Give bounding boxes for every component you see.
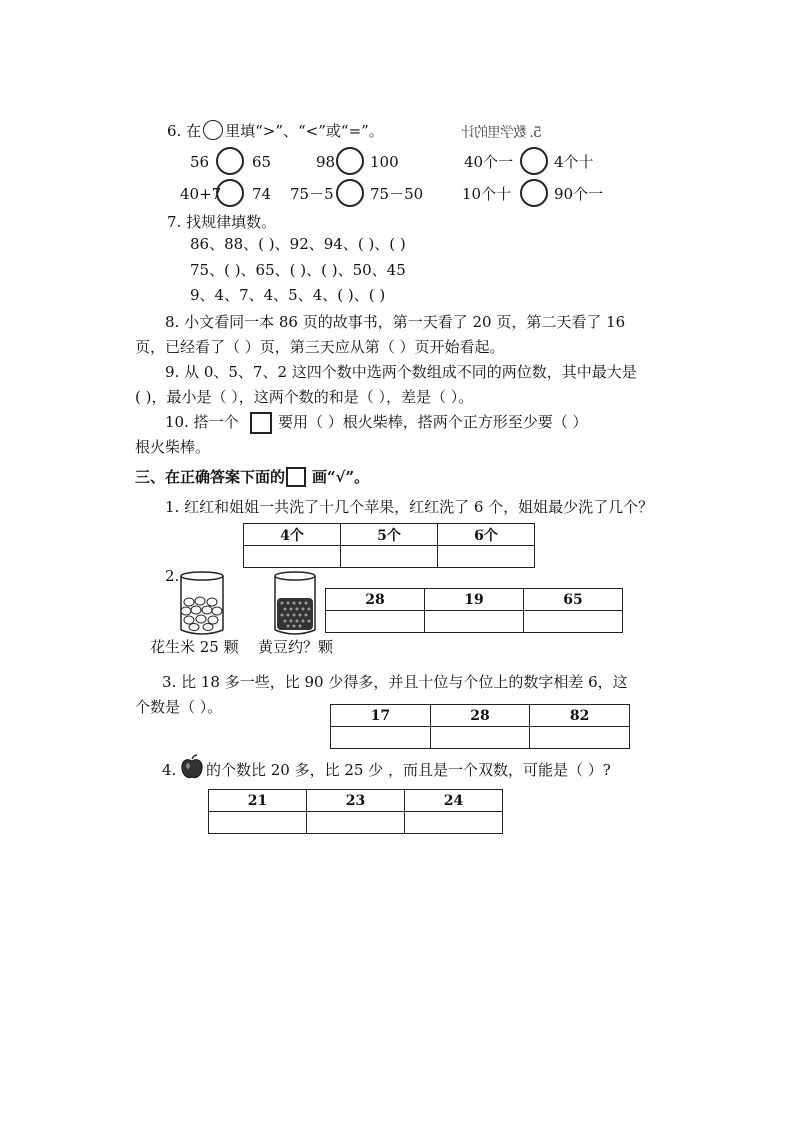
s3q3-option-3: 82 xyxy=(530,705,630,727)
s3q2-check-cell-1[interactable] xyxy=(326,611,425,633)
q6-r1-c2-right: 100 xyxy=(370,153,399,171)
q6-r1-c3-left: 40个一 xyxy=(464,153,514,171)
q6-r2-c1-right: 74 xyxy=(252,185,272,203)
s3q1-question: 1. 红红和姐姐一共洗了十几个苹果，红红洗了 6 个，姐姐最少洗了几个？ xyxy=(165,498,654,516)
q9-line-2: ( )，最小是（ ），这两个数的和是（ ），差是（ ）。 xyxy=(135,388,474,406)
s3q4-check-cell-2[interactable] xyxy=(307,812,405,834)
q6-r2-c2-circle[interactable] xyxy=(336,179,364,207)
s3q4-option-1: 21 xyxy=(209,790,307,812)
q10-part-1: 10. 搭一个 xyxy=(165,413,239,431)
q6-r2-c2-right: 75－50 xyxy=(370,185,424,203)
s3q1-check-cell-1[interactable] xyxy=(244,546,341,568)
q6-r2-c3-circle[interactable] xyxy=(520,179,548,207)
mirrored-bleed-text: 5. 数学里的计 xyxy=(462,125,542,141)
q6-r2-c3-left: 10个十 xyxy=(462,185,512,203)
s3q2-option-1: 28 xyxy=(326,589,425,611)
s3q1-option-1: 4个 xyxy=(244,524,341,546)
q6-r1-c2-circle[interactable] xyxy=(336,147,364,175)
q6-r1-c2-left: 98 xyxy=(316,153,336,171)
q8-line-1: 8. 小文看同一本 86 页的故事书，第一天看了 20 页，第二天看了 16 xyxy=(165,313,626,331)
s3q4-check-cell-3[interactable] xyxy=(405,812,503,834)
s3q4-option-3: 24 xyxy=(405,790,503,812)
q6-prefix: 6. 在 xyxy=(167,122,202,140)
s3q4-check-cell-1[interactable] xyxy=(209,812,307,834)
s3q2-answer-table xyxy=(325,588,623,633)
q7-title: 7. 找规律填数。 xyxy=(167,213,277,231)
s3q1-option-2: 5个 xyxy=(341,524,438,546)
peanut-jar-icon xyxy=(176,570,228,636)
s3q2-option-2: 19 xyxy=(425,589,524,611)
q6-prompt xyxy=(167,120,384,141)
s3q3-option-2: 28 xyxy=(430,705,530,727)
s3q3-answer-table xyxy=(330,704,630,749)
s3q3-line-1: 3. 比 18 多一些，比 90 少得多，并且十位与个位上的数字相差 6，这 xyxy=(162,673,628,691)
s3q2-caption-peanut: 花生米 25 颗 xyxy=(150,638,239,656)
s3q2-check-cell-3[interactable] xyxy=(524,611,623,633)
q6-r2-c1-circle[interactable] xyxy=(216,179,244,207)
s3q2-check-cell-2[interactable] xyxy=(425,611,524,633)
apple-icon xyxy=(180,754,204,780)
section3-title-suffix: 画“√”。 xyxy=(312,468,370,486)
s3q4-option-2: 23 xyxy=(307,790,405,812)
q8-line-2: 页，已经看了（ ）页，第三天应从第（ ）页开始看起。 xyxy=(135,338,505,356)
q7-line-3: 9、4、7、4、5、4、( )、( ) xyxy=(190,286,386,304)
s3q1-answer-table xyxy=(243,523,535,568)
s3q3-check-cell-3[interactable] xyxy=(530,727,630,749)
s3q1-check-cell-3[interactable] xyxy=(438,546,535,568)
s3q1-check-cell-2[interactable] xyxy=(341,546,438,568)
q6-r1-c1-left: 56 xyxy=(190,153,210,171)
s3q3-option-1: 17 xyxy=(331,705,431,727)
square-symbol-icon xyxy=(250,412,272,434)
q6-r2-c3-right: 90个一 xyxy=(554,185,604,203)
q6-r2-c2-left: 75－5 xyxy=(290,185,334,203)
s3q3-check-cell-1[interactable] xyxy=(331,727,431,749)
q10-line-2: 根火柴棒。 xyxy=(135,438,211,456)
s3q2-option-3: 65 xyxy=(524,589,623,611)
s3q2-caption-soybean: 黄豆约？颗 xyxy=(258,638,334,656)
q6-r1-c1-right: 65 xyxy=(252,153,272,171)
s3q1-option-3: 6个 xyxy=(438,524,535,546)
q7-line-1: 86、88、( )、92、94、( )、( ) xyxy=(190,235,406,253)
q6-suffix: 里填“>”、“<”或“=”。 xyxy=(225,122,384,140)
q7-line-2: 75、( )、65、( )、( )、50、45 xyxy=(190,261,406,279)
q10-part-2: 要用（ ）根火柴棒，搭两个正方形至少要（ ） xyxy=(278,413,588,431)
s3q4-answer-table xyxy=(208,789,503,834)
soybean-jar-icon xyxy=(270,570,320,636)
circle-symbol-icon xyxy=(203,120,223,140)
q6-r1-c3-right: 4个十 xyxy=(554,153,594,171)
q6-r2-c1-left: 40+7 xyxy=(180,185,222,203)
s3q4-question: 的个数比 20 多，比 25 少 ，而且是一个双数，可能是（ ）? xyxy=(206,761,611,779)
q9-line-1: 9. 从 0、5、7、2 这四个数中选两个数组成不同的两位数，其中最大是 xyxy=(165,363,637,381)
s3q2-number: 2. xyxy=(165,567,180,585)
s3q3-check-cell-2[interactable] xyxy=(430,727,530,749)
q6-r1-c1-circle[interactable] xyxy=(216,147,244,175)
section3-title-prefix: 三、在正确答案下面的 xyxy=(135,468,286,486)
s3q4-number: 4. xyxy=(162,761,177,779)
s3q3-line-2: 个数是（ ）。 xyxy=(135,698,223,716)
q6-r1-c3-circle[interactable] xyxy=(520,147,548,175)
answer-box-icon xyxy=(286,467,306,487)
